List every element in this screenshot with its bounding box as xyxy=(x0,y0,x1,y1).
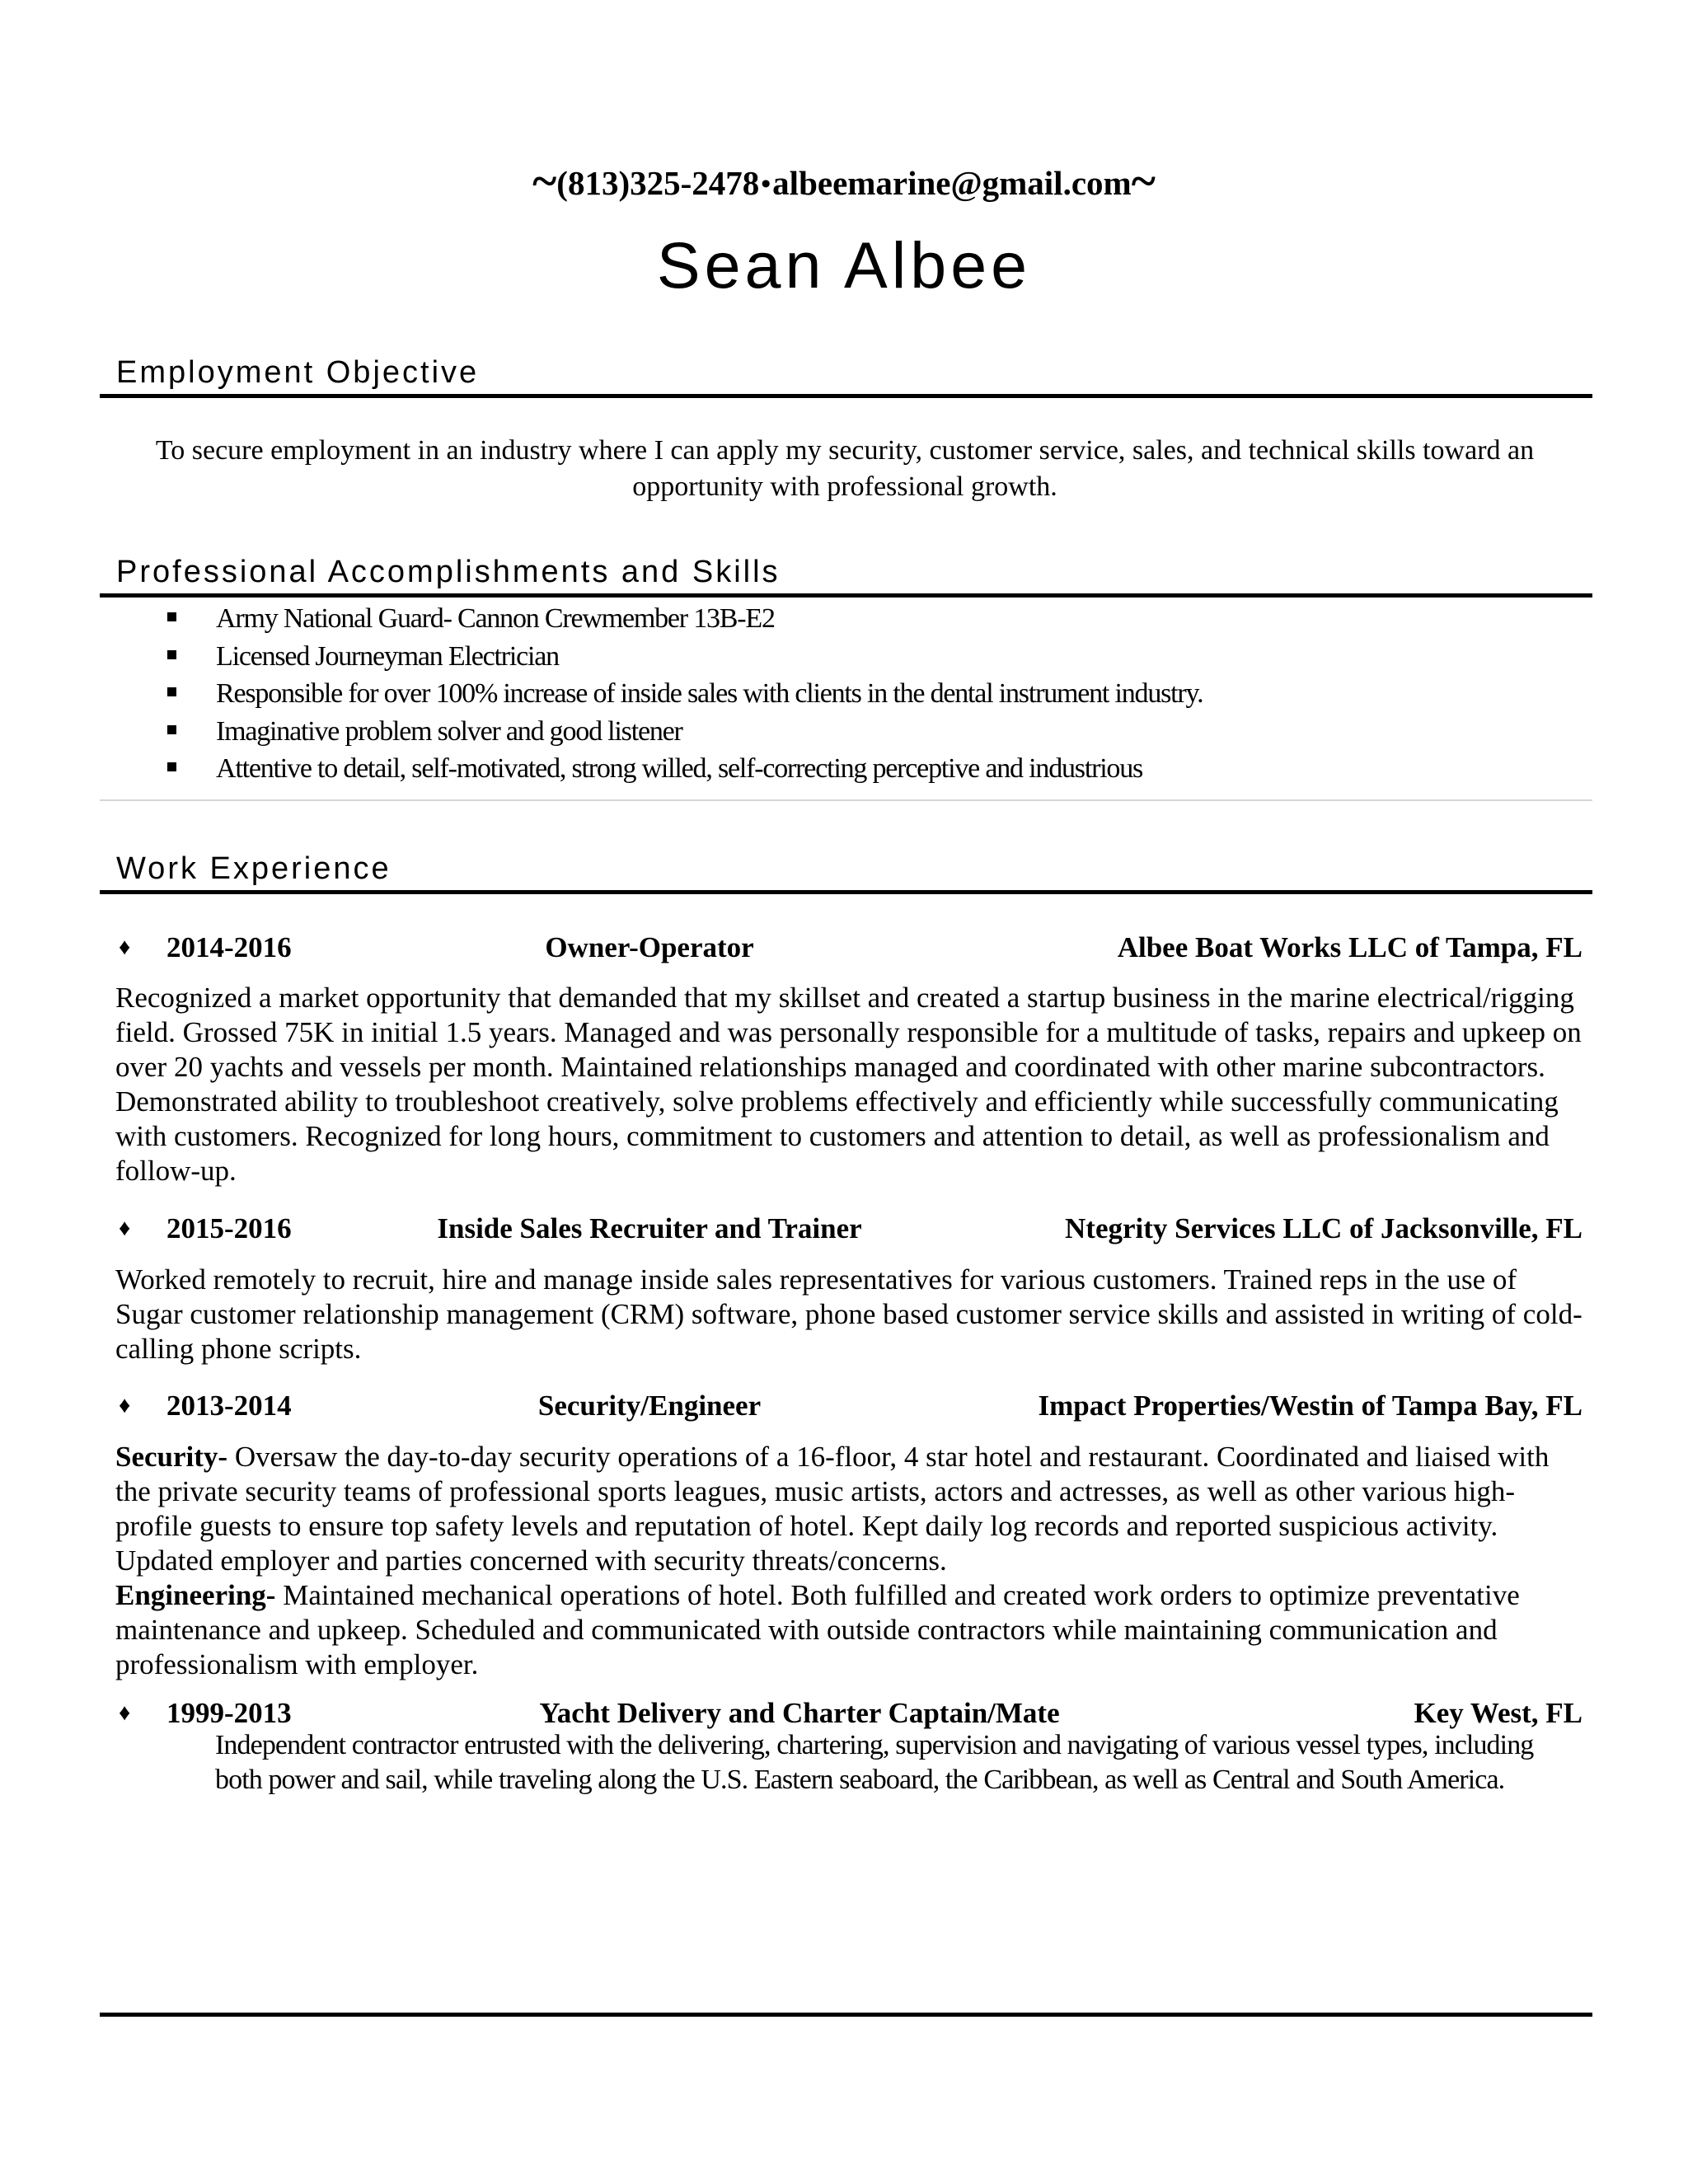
skills-list xyxy=(165,600,1203,788)
footer-rule xyxy=(100,2013,1592,2017)
square-bullet-icon xyxy=(167,650,176,659)
square-bullet-icon xyxy=(167,725,176,734)
section-heading-text: Work Experience xyxy=(116,851,392,886)
job-description xyxy=(115,1440,1582,1682)
job-company: Impact Properties/Westin of Tampa Bay, FL xyxy=(1038,1390,1582,1422)
job-description xyxy=(115,981,1582,1188)
contact-line xyxy=(0,155,1688,208)
applicant-name: Sean Albee xyxy=(656,228,1032,302)
security-paragraph xyxy=(115,1440,1582,1578)
job-title: Inside Sales Recruiter and Trainer xyxy=(437,1212,862,1244)
job-company: Albee Boat Works LLC of Tampa, FL xyxy=(1117,931,1582,963)
skill-item xyxy=(165,750,1203,788)
security-text: Oversaw the day-to-day security operations of a 16-floor, 4 star hotel and restaurant. Coordinated and liaised with the private security teams of professional sports leagues, music artists, actors and actresses, as well as other various high-profile guests to ensure top safety levels and reputation of hotel. Kept daily log records and reported suspicious activity. Updated employer and parties concerned with security threats/concerns. xyxy=(115,1441,1550,1577)
job-header xyxy=(115,1210,1582,1248)
skill-text: Licensed Journeyman Electrician xyxy=(216,640,559,672)
skill-item xyxy=(165,675,1203,713)
section-heading-work xyxy=(100,849,1592,894)
phone-number: (813)325-2478 xyxy=(556,164,760,202)
job-years: 2013-2014 xyxy=(166,1390,292,1422)
engineering-text: Maintained mechanical operations of hotel. Both fulfilled and created work orders to optimize preventative maintenance and upkeep. Scheduled and communicated with outside contractors while maintaining communication and professionalism with employer. xyxy=(115,1579,1520,1680)
job-years: 2015-2016 xyxy=(166,1212,292,1244)
job-title: Owner-Operator xyxy=(545,931,754,963)
skill-text: Attentive to detail, self-motivated, strong willed, self-correcting perceptive and industrious xyxy=(216,753,1143,784)
skill-text: Responsible for over 100% increase of inside sales with clients in the dental instrument industry. xyxy=(216,678,1203,709)
skill-text: Imaginative problem solver and good listener xyxy=(216,715,682,747)
job-header xyxy=(115,929,1582,967)
section-heading-text: Employment Objective xyxy=(116,355,480,390)
job-header xyxy=(115,1694,1582,1732)
divider xyxy=(100,799,1592,801)
job-title: Yacht Delivery and Charter Captain/Mate xyxy=(539,1697,1060,1729)
skill-item xyxy=(165,638,1203,676)
section-heading-text: Professional Accomplishments and Skills xyxy=(116,555,781,589)
skill-item xyxy=(165,713,1203,751)
square-bullet-icon xyxy=(167,612,176,621)
diamond-bullet-icon: ♦ xyxy=(119,1393,131,1418)
engineering-label: Engineering- xyxy=(115,1579,276,1611)
tilde-left: ~ xyxy=(532,156,557,207)
square-bullet-icon xyxy=(167,762,176,771)
tilde-right: ~ xyxy=(1131,156,1156,207)
job-company: Key West, FL xyxy=(1414,1697,1582,1729)
section-heading-objective xyxy=(100,353,1592,398)
objective-text: To secure employment in an industry where I can apply my security, customer service, sales, and technical skills toward an opportunity with professional growth. xyxy=(155,435,1535,502)
job-description xyxy=(115,1263,1582,1366)
diamond-bullet-icon: ♦ xyxy=(119,935,131,960)
job-description-text: Worked remotely to recruit, hire and manage inside sales representatives for various customers. Trained reps in the use of Sugar customer relationship management (CRM) software, phone based customer service skills and assisted in writing of cold-calling phone scripts. xyxy=(115,1263,1582,1365)
security-label: Security- xyxy=(115,1441,228,1473)
engineering-paragraph xyxy=(115,1578,1582,1682)
job-header xyxy=(115,1387,1582,1425)
job-title: Security/Engineer xyxy=(537,1390,762,1422)
diamond-bullet-icon: ♦ xyxy=(119,1700,131,1726)
square-bullet-icon xyxy=(167,687,176,696)
skill-item xyxy=(165,600,1203,638)
job-description xyxy=(215,1728,1583,1797)
section-heading-skills xyxy=(100,552,1592,598)
job-company: Ntegrity Services LLC of Jacksonville, FL xyxy=(1065,1212,1582,1244)
diamond-bullet-icon: ♦ xyxy=(119,1216,131,1241)
job-description-text: Recognized a market opportunity that demanded that my skillset and created a startup business in the marine electrical/rigging field. Grossed 75K in initial 1.5 years. Managed and was personally responsible for a multitude of tasks, repairs and upkeep on over 20 yachts and vessels per month. Maintained relationships managed and coordinated with other marine subcontractors. Demonstrated ability to troubleshoot creatively, solve problems effectively and efficiently while successfully communicating with customers. Recognized for long hours, commitment to customers and attention to detail, as well as professionalism and follow-up. xyxy=(115,982,1582,1187)
job-years: 2014-2016 xyxy=(166,931,292,963)
job-years: 1999-2013 xyxy=(166,1697,292,1729)
skill-text: Army National Guard- Cannon Crewmember 13B-E2 xyxy=(216,603,775,634)
contact-separator: • xyxy=(761,169,771,199)
email-address: albeemarine@gmail.com xyxy=(772,164,1132,202)
job-description-text: Independent contractor entrusted with the delivering, chartering, supervision and navigating of various vessel types, including both power and sail, while traveling along the U.S. Eastern seaboard, the Caribbean, as well as Central and South America. xyxy=(215,1730,1534,1795)
